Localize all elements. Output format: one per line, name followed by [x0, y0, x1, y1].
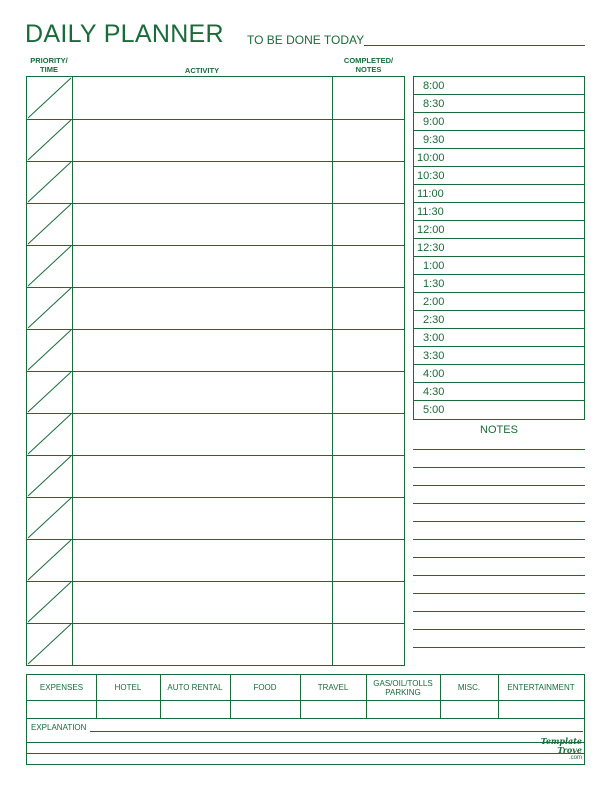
- activity-row-divider: [27, 581, 404, 582]
- todo-line[interactable]: [364, 45, 585, 46]
- priority-time-cell[interactable]: [27, 203, 72, 245]
- notes-line[interactable]: [413, 503, 585, 504]
- priority-time-diagonal: [28, 414, 71, 454]
- time-slot[interactable]: 9:00: [414, 113, 584, 131]
- header-time: TIME: [40, 65, 58, 74]
- expense-amount-cell[interactable]: [230, 701, 300, 718]
- notes-line[interactable]: [413, 485, 585, 486]
- expense-amount-cell[interactable]: [300, 701, 366, 718]
- priority-time-cell[interactable]: [27, 371, 72, 413]
- header-activity: ACTIVITY: [184, 66, 220, 75]
- priority-time-cell[interactable]: [27, 329, 72, 371]
- time-slot[interactable]: 9:30: [414, 131, 584, 149]
- priority-time-cell[interactable]: [27, 287, 72, 329]
- activity-row-divider: [27, 329, 404, 330]
- explanation-row-divider-1: [27, 742, 584, 743]
- priority-time-diagonal: [28, 204, 71, 244]
- priority-time-cell[interactable]: [27, 245, 72, 287]
- activity-row-divider: [27, 413, 404, 414]
- header-completed: COMPLETED/: [343, 56, 394, 65]
- time-slot[interactable]: 11:30: [414, 203, 584, 221]
- activity-row-divider: [27, 539, 404, 540]
- explanation-line-1[interactable]: [90, 731, 583, 732]
- priority-time-cell[interactable]: [27, 161, 72, 203]
- time-slot[interactable]: 3:00: [414, 329, 584, 347]
- expense-category-header: AUTO RENTAL: [167, 683, 223, 692]
- time-slot[interactable]: 4:00: [414, 365, 584, 383]
- notes-line[interactable]: [413, 539, 585, 540]
- time-slot[interactable]: 5:00: [423, 404, 445, 416]
- activity-row-divider: [27, 497, 404, 498]
- time-slot[interactable]: 3:30: [414, 347, 584, 365]
- activity-row-divider: [27, 371, 404, 372]
- activity-grid: [26, 76, 405, 666]
- activity-row-divider: [27, 203, 404, 204]
- time-slot[interactable]: 8:30: [414, 95, 584, 113]
- priority-time-cell[interactable]: [27, 455, 72, 497]
- expense-category-header: MISC.: [457, 683, 481, 692]
- expense-amount-cell[interactable]: [160, 701, 230, 718]
- time-slot[interactable]: 2:00: [414, 293, 584, 311]
- logo-text-1: Template: [540, 736, 582, 746]
- priority-time-diagonal: [28, 498, 71, 538]
- header-priority: PRIORITY/: [30, 56, 68, 65]
- page-title: DAILY PLANNER: [25, 20, 224, 48]
- todo-label: TO BE DONE TODAY: [247, 33, 365, 47]
- expense-amount-cell[interactable]: [366, 701, 440, 718]
- template-trove-logo: [540, 736, 584, 764]
- notes-line[interactable]: [413, 521, 585, 522]
- activity-row-divider: [27, 245, 404, 246]
- explanation-row-divider-2: [27, 753, 584, 754]
- notes-line[interactable]: [413, 449, 585, 450]
- priority-time-diagonal: [28, 162, 71, 202]
- priority-time-diagonal: [28, 246, 71, 286]
- priority-time-diagonal: [28, 78, 71, 118]
- time-slot[interactable]: 8:00: [414, 77, 584, 95]
- notes-line[interactable]: [413, 467, 585, 468]
- activity-row-divider: [27, 623, 404, 624]
- header-priority-time: [26, 56, 72, 74]
- expense-category-header: ENTERTAINMENT: [507, 683, 575, 692]
- notes-line[interactable]: [413, 647, 585, 648]
- time-slot[interactable]: 1:00: [414, 257, 584, 275]
- time-schedule: [413, 76, 585, 420]
- expense-amount-cell[interactable]: [27, 701, 96, 718]
- priority-time-diagonal: [28, 120, 71, 160]
- priority-time-diagonal: [28, 456, 71, 496]
- time-slot[interactable]: 10:00: [414, 149, 584, 167]
- priority-time-cell[interactable]: [27, 497, 72, 539]
- header-completed-notes: [332, 56, 405, 74]
- expense-category-header: GAS/OIL/TOLLS PARKING: [373, 678, 433, 697]
- time-slot[interactable]: 1:30: [414, 275, 584, 293]
- notes-line[interactable]: [413, 575, 585, 576]
- priority-time-cell[interactable]: [27, 581, 72, 623]
- logo-text-2: Trove: [557, 745, 582, 755]
- expense-category-header: FOOD: [253, 683, 277, 692]
- expense-amount-cell[interactable]: [96, 701, 160, 718]
- activity-row-divider: [27, 455, 404, 456]
- time-slot[interactable]: 2:30: [414, 311, 584, 329]
- logo-text-3: .com: [568, 755, 582, 761]
- expenses-table: [26, 674, 585, 765]
- expense-amount-cell[interactable]: [440, 701, 498, 718]
- time-slot[interactable]: 12:00: [414, 221, 584, 239]
- time-slot[interactable]: 11:00: [414, 185, 584, 203]
- expense-category-header: TRAVEL: [317, 683, 349, 692]
- priority-time-cell[interactable]: [27, 119, 72, 161]
- expense-category-header: HOTEL: [114, 683, 142, 692]
- notes-line[interactable]: [413, 611, 585, 612]
- priority-time-cell[interactable]: [27, 539, 72, 581]
- notes-line[interactable]: [413, 629, 585, 630]
- activity-row-divider: [27, 119, 404, 120]
- expense-category-header: EXPENSES: [39, 683, 84, 692]
- priority-time-cell[interactable]: [27, 413, 72, 455]
- priority-time-diagonal: [28, 288, 71, 328]
- explanation-label: EXPLANATION: [31, 723, 87, 732]
- priority-time-diagonal: [28, 330, 71, 370]
- priority-time-cell[interactable]: [27, 623, 72, 665]
- priority-time-cell[interactable]: [27, 77, 72, 119]
- priority-time-diagonal: [28, 540, 71, 580]
- time-slot[interactable]: 12:30: [414, 239, 584, 257]
- notes-line[interactable]: [413, 593, 585, 594]
- header-notes: NOTES: [355, 65, 382, 74]
- time-slot[interactable]: 4:30: [414, 383, 584, 401]
- priority-time-diagonal: [28, 582, 71, 622]
- priority-time-diagonal: [28, 372, 71, 412]
- activity-row-divider: [27, 287, 404, 288]
- time-slot[interactable]: 10:30: [414, 167, 584, 185]
- notes-label: NOTES: [480, 424, 518, 436]
- expenses-row-divider: [27, 718, 584, 719]
- activity-row-divider: [27, 161, 404, 162]
- expense-amount-cell[interactable]: [498, 701, 584, 718]
- priority-time-diagonal: [28, 624, 71, 664]
- notes-line[interactable]: [413, 557, 585, 558]
